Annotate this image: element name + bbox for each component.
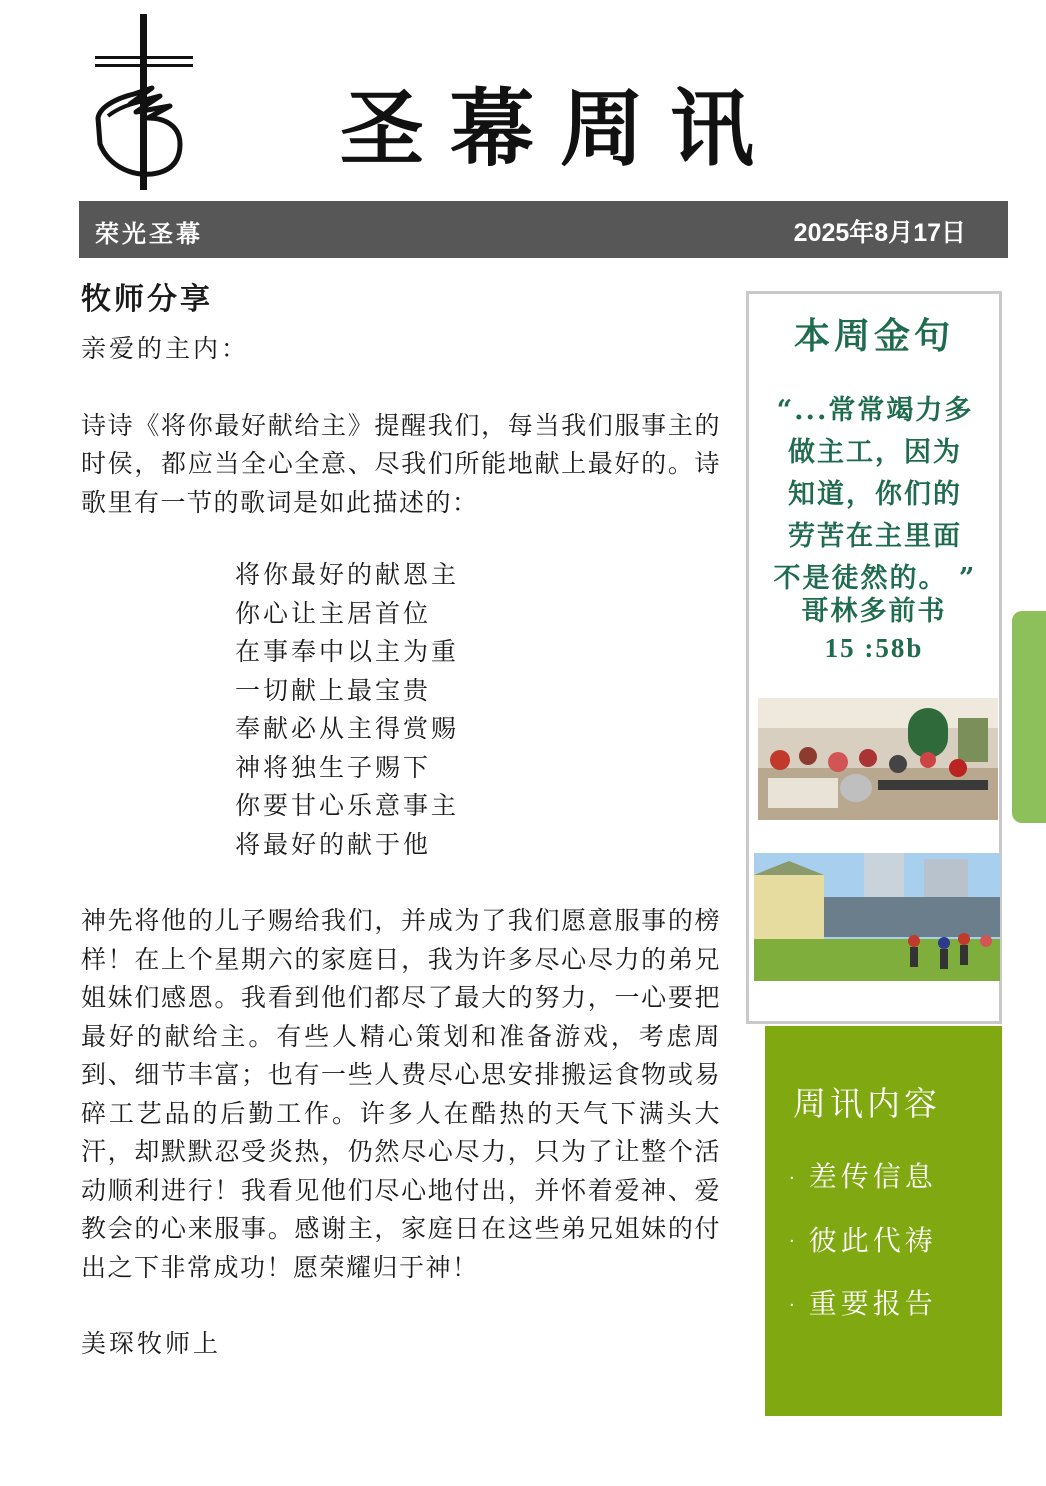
lyric-line: 在事奉中以主为重 bbox=[235, 637, 460, 666]
contents-item bbox=[789, 1273, 937, 1337]
contents-item-label: 彼此代祷 bbox=[808, 1223, 937, 1257]
verse-title: 本周金句 bbox=[793, 315, 954, 357]
verse-line: 知道，你们的 bbox=[788, 479, 962, 510]
lyric-line: 一切献上最宝贵 bbox=[235, 675, 432, 705]
contents-item-label: 重要报告 bbox=[808, 1287, 937, 1320]
contents-item-label: 差传信息 bbox=[808, 1160, 937, 1193]
church-name: 荣光圣幕 bbox=[95, 219, 203, 248]
lyric-line: 奉献必从主得赏赐 bbox=[235, 714, 460, 743]
article-paragraph-1: 诗诗《将你最好献给主》提醒我们，每当我们服事主的时侯，都应当全心全意、尽我们所能地献上最好的。诗歌里有一节的歌词是如此描述的： bbox=[81, 410, 721, 517]
verse-reference bbox=[749, 594, 999, 666]
issue-date: 2025年8月17日 bbox=[793, 219, 966, 247]
lyric-line: 你心让主居首位 bbox=[235, 598, 432, 628]
verse-line: 做主工，因为 bbox=[788, 437, 962, 468]
verse-ref-chapter: 15 :58b bbox=[824, 633, 924, 663]
lyric-line: 神将独生子赐下 bbox=[235, 752, 432, 782]
weekly-verse-box bbox=[746, 291, 1002, 1024]
hymn-lyrics bbox=[235, 556, 721, 864]
header-bar bbox=[79, 201, 1008, 258]
article-paragraph-2: 神先将他的儿子赐给我们，并成为了我们愿意服事的榜样！在上个星期六的家庭日，我为许多尽心尽力的弟兄姐妹们感恩。我看到他们都尽了最大的努力，一心要把最好的献给主。有些人精心策划和准备游戏，考虑周到、细节丰富；也有一些人费尽心思安排搬运食物或易碎工艺品的后勤工作。许多人在酷热的天气下满头大汗，却默默忍受炎热，仍然尽心尽力，只为了让整个活动顺利进行！我看见他们尽心地付出，并怀着爱神、爱教会的心来服事。感谢主，家庭日在这些弟兄姐妹的付出之下非常成功！愿荣耀归于神！ bbox=[81, 906, 721, 1282]
cross-hand-logo-icon bbox=[90, 14, 200, 194]
lyric-line: 将最好的献于他 bbox=[235, 829, 432, 859]
outdoor-family-day-photo bbox=[754, 853, 1000, 981]
newsletter-title: 圣幕周讯 bbox=[339, 79, 780, 178]
newsletter-contents bbox=[765, 1026, 1002, 1416]
lyric-line: 你要甘心乐意事主 bbox=[235, 791, 460, 820]
lyric-line: 将你最好的献恩主 bbox=[235, 560, 460, 589]
verse-line: 劳苦在主里面 bbox=[788, 521, 962, 552]
article-heading: 牧师分享 bbox=[81, 282, 213, 317]
bullet-icon: · bbox=[789, 1167, 799, 1189]
verse-ref-book: 哥林多前书 bbox=[801, 596, 947, 627]
side-tab[interactable] bbox=[1012, 611, 1046, 823]
article-signature: 美琛牧师上 bbox=[81, 1329, 222, 1358]
contents-item bbox=[789, 1146, 937, 1210]
verse-text bbox=[757, 390, 993, 600]
bullet-icon: · bbox=[789, 1294, 799, 1316]
contents-item bbox=[789, 1210, 937, 1274]
pastor-article bbox=[81, 280, 721, 1364]
contents-title: 周讯内容 bbox=[793, 1084, 941, 1123]
indoor-fellowship-photo bbox=[758, 698, 998, 820]
verse-line: “...常常竭力多 bbox=[776, 395, 974, 426]
bullet-icon: · bbox=[789, 1231, 799, 1252]
verse-line: 不是徒然的。 ” bbox=[773, 563, 977, 594]
contents-list bbox=[789, 1146, 937, 1337]
article-greeting: 亲爱的主内： bbox=[81, 334, 250, 363]
